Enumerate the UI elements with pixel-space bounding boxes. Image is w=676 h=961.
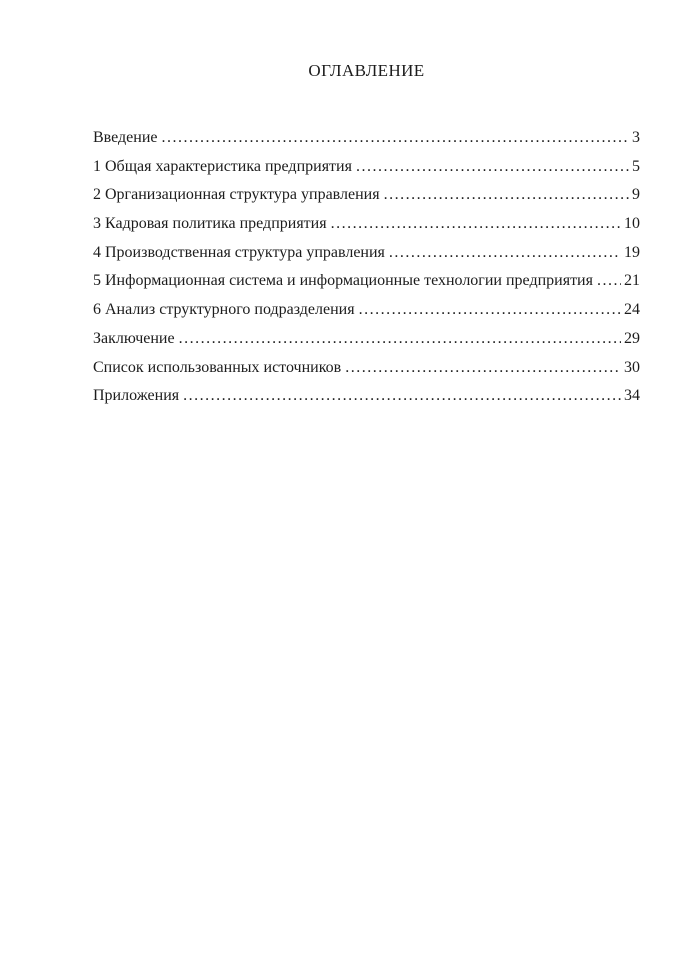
toc-dot-leader <box>331 210 621 239</box>
toc-entry-label: Введение <box>93 129 158 146</box>
toc-dot-leader <box>345 354 621 383</box>
toc-entry <box>93 325 640 354</box>
toc-dot-leader <box>183 382 621 411</box>
toc-dot-leader <box>356 153 629 182</box>
toc-entry-label: 6 Анализ структурного подразделения <box>93 301 355 319</box>
toc-entry-label: 3 Кадровая политика предприятия <box>93 215 327 233</box>
toc-entry-page: 30 <box>624 358 640 376</box>
toc-entry <box>93 210 640 239</box>
toc-dot-leader <box>162 124 630 153</box>
toc-entry <box>93 382 640 411</box>
toc-dot-leader <box>179 325 621 354</box>
toc-entry <box>93 239 640 268</box>
toc-entry <box>93 296 640 325</box>
toc-list <box>93 124 640 411</box>
toc-entry-page: 9 <box>632 186 640 204</box>
toc-entry-label: 5 Информационная система и информационные технологии предприятия <box>93 272 593 290</box>
toc-dot-leader <box>384 181 629 210</box>
toc-entry-label: Заключение <box>93 329 175 347</box>
toc-entry-page: 3 <box>632 129 640 146</box>
toc-dot-leader <box>597 267 621 296</box>
toc-entry-page: 34 <box>624 387 640 405</box>
toc-entry-page: 5 <box>632 157 640 175</box>
page-title: ОГЛАВЛЕНИЕ <box>308 61 425 80</box>
toc-entry <box>93 354 640 383</box>
toc-entry-label: 2 Организационная структура управления <box>93 186 380 204</box>
toc-entry <box>93 181 640 210</box>
toc-entry <box>93 153 640 182</box>
toc-entry-label: Приложения <box>93 387 180 405</box>
toc-entry-page: 21 <box>624 272 640 290</box>
toc-entry-label: 1 Общая характеристика предприятия <box>93 157 352 175</box>
toc-entry <box>93 124 640 153</box>
toc-entry-label: Список использованных источников <box>93 358 342 376</box>
toc-entry <box>93 267 640 296</box>
toc-entry-page: 19 <box>624 243 640 261</box>
toc-dot-leader <box>389 239 621 268</box>
toc-entry-page: 24 <box>624 301 640 319</box>
toc-entry-page: 29 <box>624 329 640 347</box>
toc-dot-leader <box>359 296 621 325</box>
toc-entry-label: 4 Производственная структура управления <box>93 243 385 261</box>
toc-entry-page: 10 <box>624 215 640 233</box>
